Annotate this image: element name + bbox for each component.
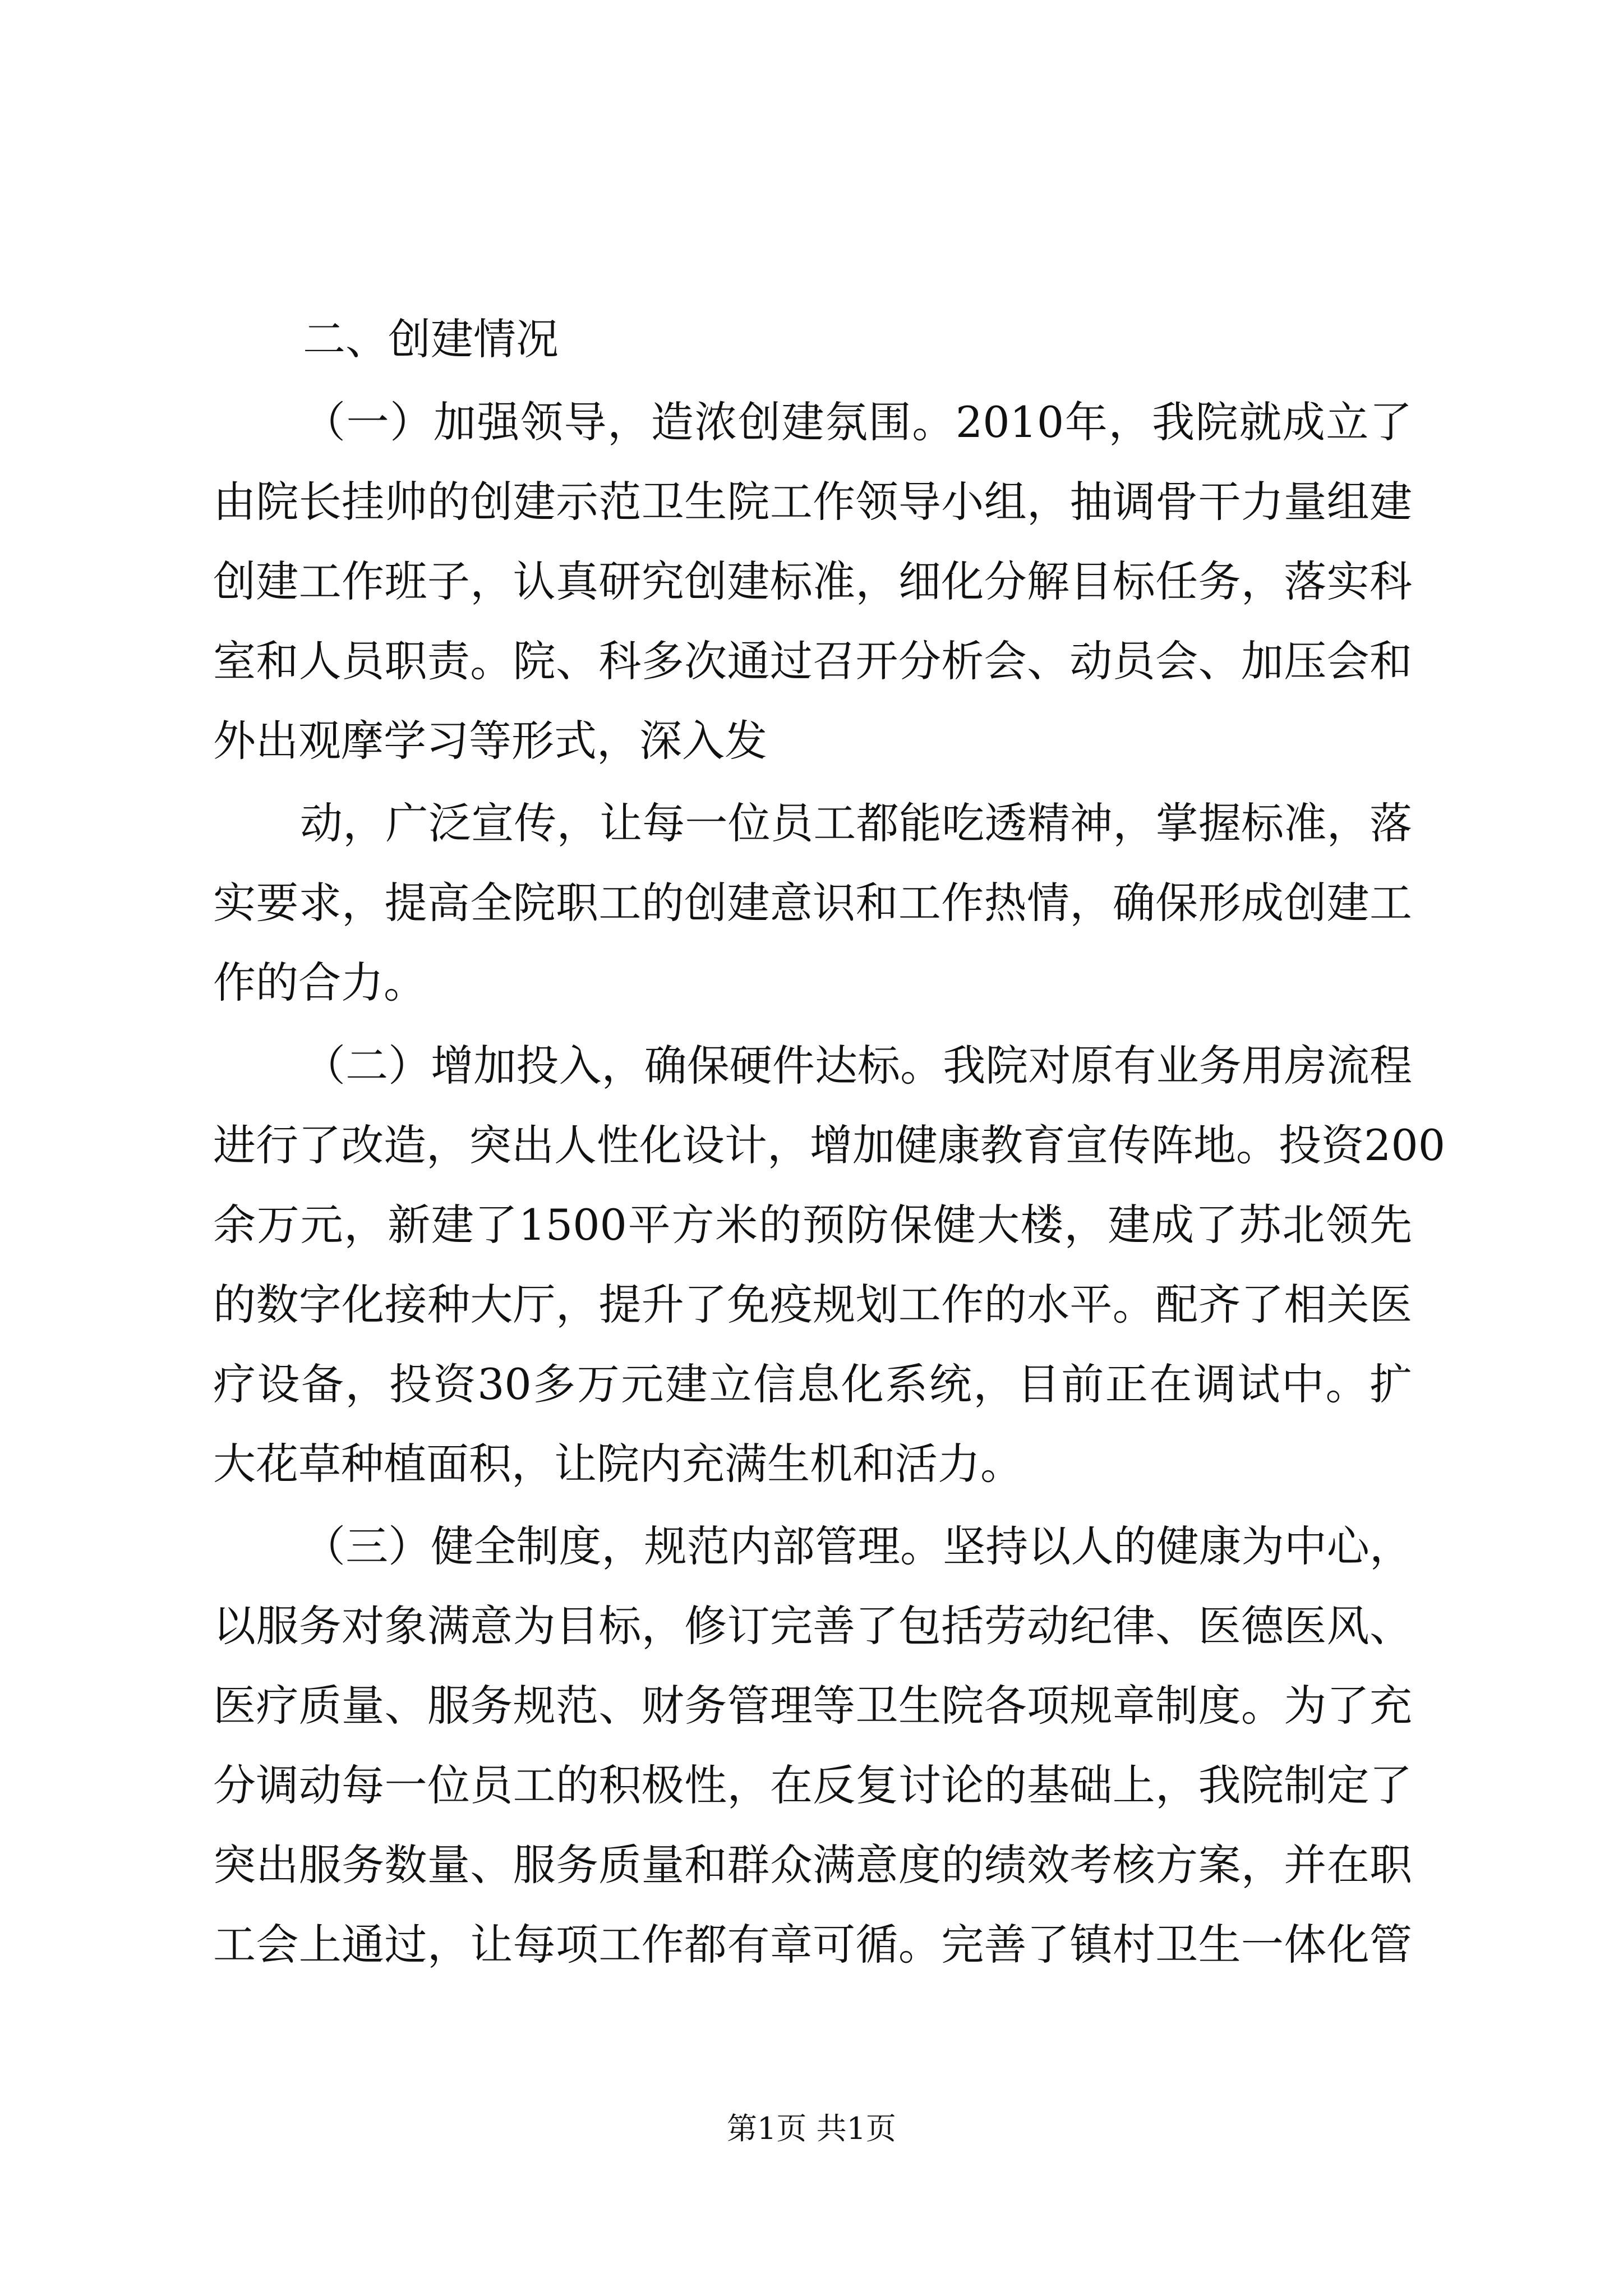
paragraph-4-line-1: （三）健全制度，规范内部管理。坚持以人的健康为中心， xyxy=(303,1521,1412,1571)
paragraph-3-line-6: 大花草种植面积，让院内充满生机和活力。 xyxy=(213,1439,1023,1489)
page-footer: 第1页 共1页 xyxy=(727,2111,896,2146)
paragraph-1-line-5: 外出观摩学习等形式，深入发 xyxy=(213,716,767,766)
paragraph-1-line-1: （一）加强领导，造浓创建氛围。2010年，我院就成立了 xyxy=(303,397,1412,447)
paragraph-1-line-2: 由院长挂帅的创建示范卫生院工作领导小组，抽调骨干力量组建 xyxy=(213,477,1412,527)
paragraph-3-line-4: 的数字化接种大厅，提升了免疫规划工作的水平。配齐了相关医 xyxy=(213,1280,1412,1329)
paragraph-3-line-2: 进行了改造，突出人性化设计，增加健康教育宣传阵地。投资200 xyxy=(213,1120,1446,1170)
paragraph-3-line-5: 疗设备，投资30多万元建立信息化系统，目前正在调试中。扩 xyxy=(213,1359,1412,1409)
paragraph-1-line-3: 创建工作班子，认真研究创建标准，细化分解目标任务，落实科 xyxy=(213,556,1412,606)
paragraph-2-line-2: 实要求，提高全院职工的创建意识和工作热情，确保形成创建工 xyxy=(213,878,1412,928)
paragraph-1-line-4: 室和人员职责。院、科多次通过召开分析会、动员会、加压会和 xyxy=(213,636,1412,686)
section-heading: 二、创建情况 xyxy=(303,314,559,364)
paragraph-2-line-3: 作的合力。 xyxy=(213,958,426,1007)
paragraph-3-line-1: （二）增加投入，确保硬件达标。我院对原有业务用房流程 xyxy=(303,1041,1412,1091)
paragraph-3-line-3: 余万元，新建了1500平方米的预防保健大楼，建成了苏北领先 xyxy=(213,1200,1412,1250)
paragraph-4-line-3: 医疗质量、服务规范、财务管理等卫生院各项规章制度。为了充 xyxy=(213,1681,1412,1731)
paragraph-4-line-6: 工会上通过，让每项工作都有章可循。完善了镇村卫生一体化管 xyxy=(213,1920,1412,1970)
paragraph-4-line-5: 突出服务数量、服务质量和群众满意度的绩效考核方案，并在职 xyxy=(213,1840,1412,1890)
paragraph-4-line-2: 以服务对象满意为目标，修订完善了包括劳动纪律、医德医风、 xyxy=(213,1601,1412,1651)
paragraph-2-line-1: 动，广泛宣传，让每一位员工都能吃透精神，掌握标准，落 xyxy=(300,798,1412,848)
paragraph-4-line-4: 分调动每一位员工的积极性，在反复讨论的基础上，我院制定了 xyxy=(213,1760,1412,1810)
